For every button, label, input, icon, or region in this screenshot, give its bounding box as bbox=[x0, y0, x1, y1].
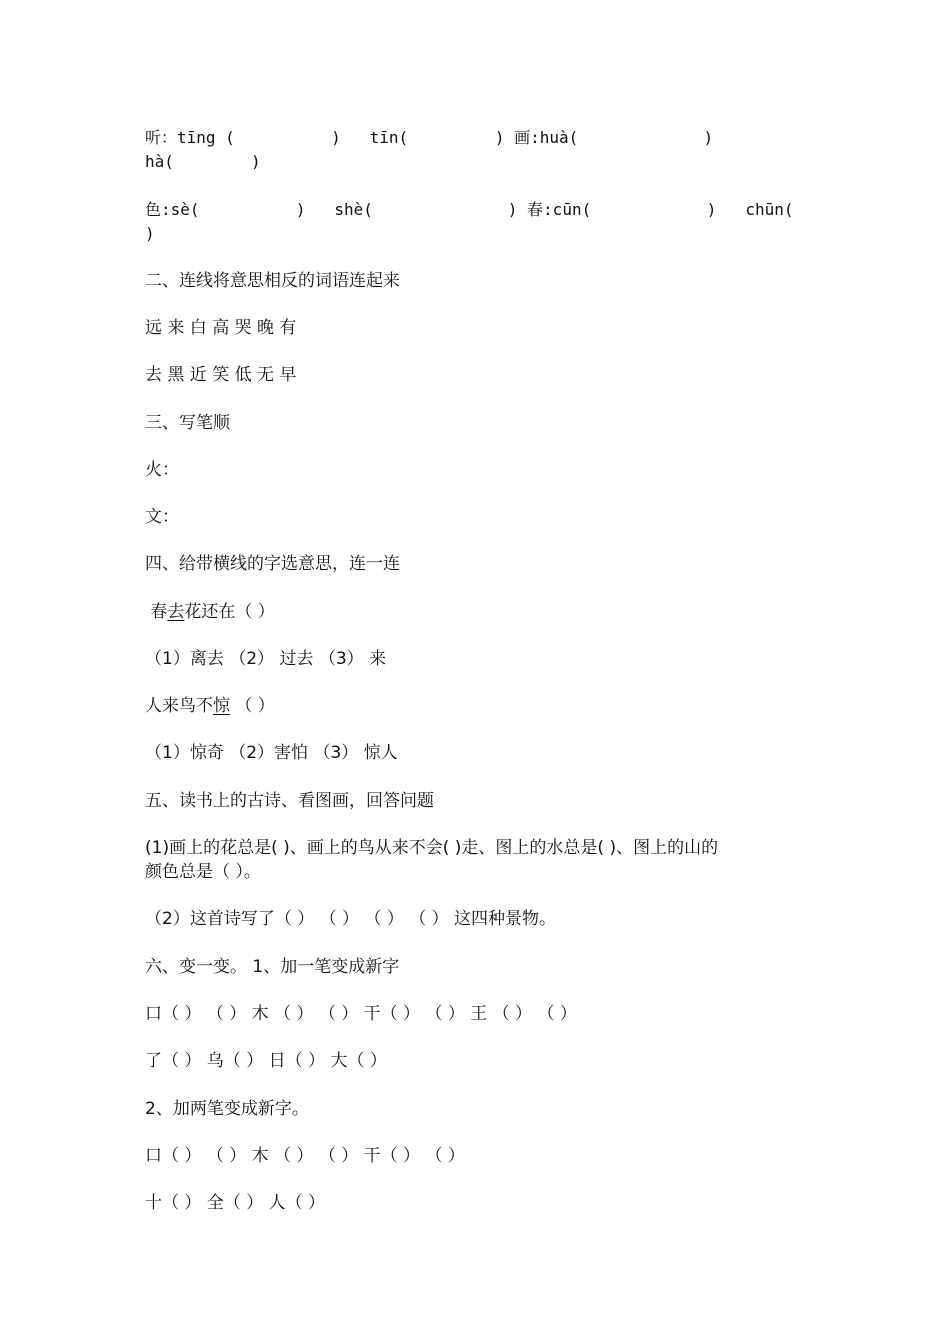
add-two-strokes-row-2: 十（ ） 全（ ） 人（ ） bbox=[145, 1193, 326, 1213]
pinyin-line-4: ) bbox=[145, 224, 155, 243]
pinyin-line-2: hà( ) bbox=[145, 152, 261, 171]
poem-line-1-pre: 春 bbox=[145, 602, 168, 622]
add-one-stroke-row-1: 口（ ） （ ） 木 （ ） （ ） 干（ ） （ ） 王 （ ） （ ） bbox=[145, 1004, 577, 1024]
section-2-title: 二、连线将意思相反的词语连起来 bbox=[145, 271, 400, 291]
poem-line-2-pre: 人来鸟不 bbox=[145, 696, 213, 716]
section-3-title: 三、写笔顺 bbox=[145, 413, 230, 433]
poem-line-1 bbox=[145, 600, 275, 624]
stroke-order-item-2: 文： bbox=[145, 507, 179, 527]
section-5-title: 五、读书上的古诗、看图画，回答问题 bbox=[145, 791, 434, 811]
poem-line-1-post: 花还在（ ） bbox=[184, 602, 275, 622]
poem-line-2-options: （1）惊奇 （2）害怕 （3） 惊人 bbox=[145, 743, 398, 763]
add-one-stroke-row-2: 了（ ） 乌（ ） 日（ ） 大（ ） bbox=[145, 1051, 387, 1071]
underlined-char-qu: 去 bbox=[167, 602, 185, 622]
poem-line-2 bbox=[145, 694, 275, 718]
poem-line-1-options: （1）离去 （2） 过去 （3） 来 bbox=[145, 649, 387, 669]
section-6-title: 六、变一变。 1、加一笔变成新字 bbox=[145, 957, 400, 977]
pinyin-line-1: 听：tīng ( ) tīn( ) 画:huà( ) bbox=[145, 128, 714, 147]
question-5-1-line-1: (1)画上的花总是( )、画上的鸟从来不会( )走、图上的水总是( )、图上的山的 bbox=[145, 838, 719, 858]
pinyin-line-3: 色:sè( ) shè( ) 春:cūn( ) chūn( bbox=[145, 200, 794, 219]
antonym-row-2: 去 黑 近 笑 低 无 早 bbox=[145, 365, 297, 385]
antonym-row-1: 远 来 白 高 哭 晚 有 bbox=[145, 318, 297, 338]
question-5-2: （2）这首诗写了（ ） （ ） （ ） （ ） 这四种景物。 bbox=[145, 909, 557, 929]
question-5-1-line-2: 颜色总是（ ）。 bbox=[145, 862, 261, 882]
section-6-subtitle: 2、加两笔变成新字。 bbox=[145, 1099, 309, 1119]
underlined-char-jing: 惊 bbox=[213, 696, 230, 716]
poem-line-2-post: （ ） bbox=[230, 696, 275, 716]
stroke-order-item-1: 火： bbox=[145, 460, 179, 480]
add-two-strokes-row-1: 口（ ） （ ） 木 （ ） （ ） 干（ ） （ ） bbox=[145, 1146, 465, 1166]
section-4-title: 四、给带横线的字选意思，连一连 bbox=[145, 554, 400, 574]
